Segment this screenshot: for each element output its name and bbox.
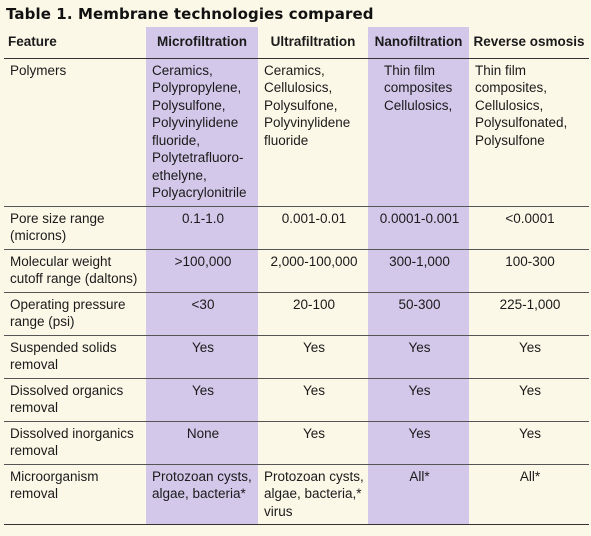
- cell-line: fluoride: [264, 132, 309, 148]
- table-row: [4, 335, 589, 378]
- cell-line: Cellulosics,: [264, 80, 333, 95]
- cell-nanofiltration: [368, 206, 469, 249]
- feature-line: Polymers: [10, 62, 67, 78]
- cell-line: Yes: [518, 382, 542, 398]
- cell-ultrafiltration: [258, 249, 368, 292]
- cell-line: Yes: [191, 382, 215, 398]
- cell-line: Cellulosics,: [384, 97, 453, 113]
- feature-line: removal: [10, 443, 59, 458]
- cell-microfiltration: [146, 335, 258, 378]
- cell-line: fluoride,: [152, 132, 201, 148]
- cell-reverse-osmosis: [469, 421, 589, 464]
- cell-line: Polyvinylidene: [264, 115, 351, 130]
- cell-line: Polysulfonated,: [475, 115, 568, 130]
- table-row: [4, 206, 589, 249]
- cell-line: Polysulfone,: [152, 97, 226, 113]
- cell-line: 225-1,000: [499, 296, 561, 312]
- cell-line: Polysulfone: [475, 132, 545, 148]
- feature-cell: [4, 58, 146, 206]
- cell-nanofiltration: [368, 335, 469, 378]
- cell-line: Yes: [302, 425, 326, 441]
- feature-line: Molecular weight: [10, 253, 112, 269]
- feature-line: Pore size range: [10, 210, 105, 226]
- feature-line: cutoff range (daltons): [10, 271, 138, 286]
- cell-line: Protozoan cysts,: [152, 468, 252, 484]
- feature-line: Suspended solids: [10, 339, 117, 355]
- cell-line: Protozoan cysts,: [264, 468, 364, 484]
- cell-line: Thin film: [475, 62, 527, 78]
- feature-cell: [4, 464, 146, 525]
- cell-nanofiltration: [368, 464, 469, 525]
- cell-line: Yes: [191, 339, 215, 355]
- cell-line: algae, bacteria*: [152, 486, 246, 501]
- cell-microfiltration: [146, 292, 258, 335]
- cell-line: Yes: [302, 339, 326, 355]
- cell-reverse-osmosis: [469, 292, 589, 335]
- feature-cell: [4, 249, 146, 292]
- header-nanofiltration: Nanofiltration: [368, 27, 469, 58]
- cell-line: Polyvinylidene: [152, 115, 239, 130]
- cell-nanofiltration: [368, 378, 469, 421]
- cell-nanofiltration: [368, 421, 469, 464]
- cell-ultrafiltration: [258, 206, 368, 249]
- table-row: [4, 464, 589, 525]
- cell-line: Yes: [518, 339, 542, 355]
- feature-cell: [4, 378, 146, 421]
- cell-reverse-osmosis: [469, 58, 589, 206]
- cell-line: ethelyne,: [152, 167, 207, 183]
- cell-line: Yes: [408, 339, 431, 355]
- cell-nanofiltration: [368, 292, 469, 335]
- cell-microfiltration: [146, 58, 258, 206]
- cell-line: Yes: [408, 382, 431, 398]
- cell-line: Yes: [302, 382, 326, 398]
- table-body: [4, 58, 589, 525]
- cell-microfiltration: [146, 206, 258, 249]
- feature-cell: [4, 292, 146, 335]
- cell-line: 300-1,000: [389, 253, 450, 269]
- feature-line: Dissolved organics: [10, 382, 124, 398]
- cell-line: Polysulfone,: [264, 97, 338, 113]
- cell-microfiltration: [146, 378, 258, 421]
- cell-microfiltration: [146, 249, 258, 292]
- cell-line: virus: [264, 503, 293, 519]
- cell-nanofiltration: [368, 58, 469, 206]
- feature-line: (microns): [10, 228, 67, 243]
- cell-line: composites,: [475, 80, 548, 95]
- table-row: [4, 292, 589, 335]
- cell-reverse-osmosis: [469, 464, 589, 525]
- feature-line: removal: [10, 400, 59, 415]
- cell-line: Ceramics,: [264, 62, 325, 78]
- cell-line: Polyacrylonitrile: [152, 185, 247, 200]
- feature-cell: [4, 421, 146, 464]
- cell-line: >100,000: [174, 253, 232, 269]
- feature-cell: [4, 206, 146, 249]
- header-microfiltration: Microfiltration: [146, 27, 258, 58]
- cell-line: 0.001-0.01: [281, 210, 347, 226]
- cell-ultrafiltration: [258, 292, 368, 335]
- cell-reverse-osmosis: [469, 206, 589, 249]
- feature-line: Operating pressure: [10, 296, 126, 312]
- cell-reverse-osmosis: [469, 378, 589, 421]
- table-row: [4, 249, 589, 292]
- cell-line: 100-300: [505, 253, 555, 269]
- cell-line: 2,000-100,000: [270, 253, 358, 269]
- cell-line: <0.0001: [505, 210, 555, 226]
- cell-reverse-osmosis: [469, 249, 589, 292]
- cell-line: Cellulosics,: [475, 97, 544, 113]
- cell-line: Polytetrafluoro-: [152, 150, 244, 165]
- feature-line: range (psi): [10, 314, 75, 329]
- cell-line: <30: [191, 296, 215, 312]
- feature-line: removal: [10, 486, 59, 501]
- cell-line: All*: [409, 468, 430, 484]
- table-row: [4, 421, 589, 464]
- cell-line: 50-300: [398, 296, 441, 312]
- feature-line: Microorganism: [10, 468, 99, 484]
- cell-microfiltration: [146, 421, 258, 464]
- cell-line: 0.0001-0.001: [379, 210, 460, 226]
- cell-line: 20-100: [292, 296, 336, 312]
- cell-line: composites: [384, 80, 453, 95]
- cell-ultrafiltration: [258, 378, 368, 421]
- comparison-table: [4, 27, 589, 525]
- cell-ultrafiltration: [258, 421, 368, 464]
- cell-line: 0.1-1.0: [181, 210, 225, 226]
- header-feature: Feature: [4, 27, 146, 58]
- feature-cell: [4, 335, 146, 378]
- feature-line: removal: [10, 357, 59, 372]
- cell-ultrafiltration: [258, 464, 368, 525]
- header-row: [4, 27, 589, 58]
- cell-line: Polypropylene,: [152, 80, 242, 95]
- cell-line: Thin film: [384, 62, 436, 78]
- header-ultrafiltration: Ultrafiltration: [258, 27, 368, 58]
- table-row: [4, 58, 589, 206]
- cell-line: algae, bacteria,*: [264, 486, 362, 501]
- cell-reverse-osmosis: [469, 335, 589, 378]
- cell-line: Yes: [518, 425, 542, 441]
- cell-microfiltration: [146, 464, 258, 525]
- cell-ultrafiltration: [258, 58, 368, 206]
- cell-line: All*: [519, 468, 541, 484]
- cell-line: Yes: [408, 425, 431, 441]
- cell-ultrafiltration: [258, 335, 368, 378]
- feature-line: Dissolved inorganics: [10, 425, 134, 441]
- table-row: [4, 378, 589, 421]
- cell-line: Ceramics,: [152, 62, 213, 78]
- table-title: Table 1. Membrane technologies compared: [6, 5, 374, 23]
- cell-line: None: [186, 425, 220, 441]
- cell-nanofiltration: [368, 249, 469, 292]
- header-reverse-osmosis: Reverse osmosis: [469, 27, 589, 58]
